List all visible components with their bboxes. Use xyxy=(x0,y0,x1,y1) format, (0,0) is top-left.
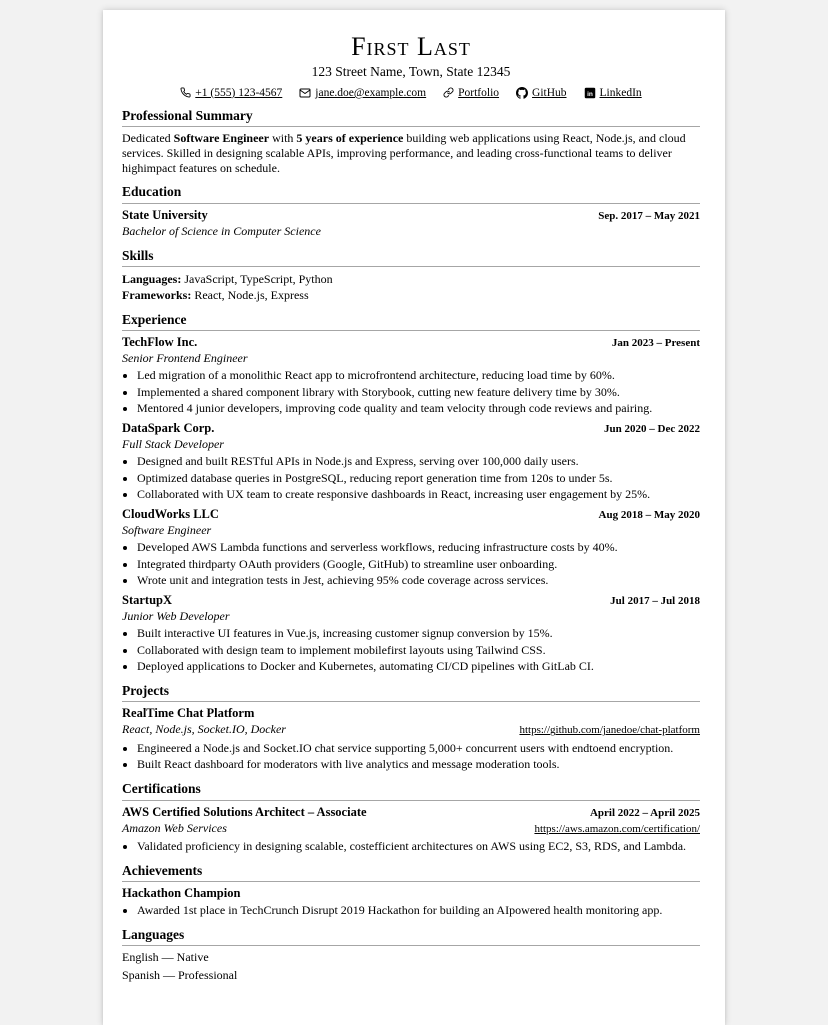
phone-label: +1 (555) 123-4567 xyxy=(195,86,283,99)
certification-entry xyxy=(122,805,700,855)
skill-label: Languages: xyxy=(122,271,182,286)
company-name: CloudWorks LLC xyxy=(122,507,219,522)
bullet-item: • Collaborated with design team to implement mobilefirst layouts using Tailwind CSS. xyxy=(137,643,700,658)
summary-part: Dedicated xyxy=(122,131,174,146)
bullet-list xyxy=(122,626,700,674)
summary-part: with xyxy=(269,131,297,146)
phone-icon xyxy=(180,87,191,98)
link-icon xyxy=(443,87,454,98)
resume-page xyxy=(103,10,725,1025)
bullet-item: • Optimized database queries in PostgreSQL, reducing report generation time from 120s to under 5s. xyxy=(137,471,700,486)
certification-name: AWS Certified Solutions Architect – Associate xyxy=(122,804,367,819)
section-certifications xyxy=(122,781,700,854)
section-title-certifications: Certifications xyxy=(122,781,700,800)
bullet-item: • Awarded 1st place in TechCrunch Disrupt 2019 Hackathon for building an AIpowered health monitoring app. xyxy=(137,903,700,918)
mail-icon xyxy=(299,87,311,99)
bullet-list xyxy=(122,368,700,416)
linkedin-label: LinkedIn xyxy=(599,86,642,99)
project-entry xyxy=(122,706,700,772)
email-link[interactable] xyxy=(299,87,426,99)
bullet-item: • Wrote unit and integration tests in Jest, achieving 95% code coverage across services. xyxy=(137,573,700,588)
experience-entry xyxy=(122,421,700,502)
bullet-list xyxy=(122,741,700,773)
bullet-item: • Mentored 4 junior developers, improving code quality and team velocity through code reviews and pairing. xyxy=(137,401,700,416)
bullet-item: • Validated proficiency in designing scalable, costefficient architectures on AWS using EC2, S3, RDS, and Lambda. xyxy=(137,839,700,854)
linkedin-icon xyxy=(584,87,596,99)
job-title: Senior Frontend Engineer xyxy=(122,351,248,366)
github-link[interactable] xyxy=(516,87,567,99)
address-line: 123 Street Name, Town, State 12345 xyxy=(311,63,511,79)
section-skills xyxy=(122,248,700,304)
bullet-list xyxy=(122,903,700,918)
section-title-education: Education xyxy=(122,184,700,203)
bullet-item: • Engineered a Node.js and Socket.IO chat service supporting 5,000+ concurrent users with endtoend encryption. xyxy=(137,741,700,756)
job-title: Full Stack Developer xyxy=(122,437,224,452)
company-name: DataSpark Corp. xyxy=(122,421,215,436)
section-title-projects: Projects xyxy=(122,683,700,702)
achievement-name: Hackathon Champion xyxy=(122,886,241,901)
person-name: First Last xyxy=(351,32,471,61)
certification-link[interactable]: https://aws.amazon.com/certification/ xyxy=(534,822,700,835)
skill-row-frameworks xyxy=(122,287,700,303)
bullet-item: • Led migration of a monolithic React app to microfrontend architecture, reducing load time by 60%. xyxy=(137,368,700,383)
section-languages xyxy=(122,927,700,983)
school-name: State University xyxy=(122,207,208,222)
portfolio-link[interactable] xyxy=(443,87,499,99)
portfolio-label: Portfolio xyxy=(458,86,500,99)
skill-row-languages xyxy=(122,271,700,287)
bullet-item: • Deployed applications to Docker and Kubernetes, automating CI/CD pipelines with GitLab CI. xyxy=(137,659,700,674)
bullet-list xyxy=(122,839,700,854)
experience-entry xyxy=(122,507,700,588)
summary-text xyxy=(122,131,700,175)
section-title-achievements: Achievements xyxy=(122,863,700,882)
bullet-list xyxy=(122,454,700,502)
project-stack: React, Node.js, Socket.IO, Docker xyxy=(122,722,286,737)
linkedin-link[interactable] xyxy=(584,87,642,99)
experience-dates: Aug 2018 – May 2020 xyxy=(598,509,700,522)
education-entry xyxy=(122,208,700,239)
bullet-item: • Designed and built RESTful APIs in Node.js and Express, serving over 100,000 daily users. xyxy=(137,454,700,469)
phone-link[interactable] xyxy=(180,87,282,99)
company-name: TechFlow Inc. xyxy=(122,335,198,350)
skill-label: Frameworks: xyxy=(122,287,192,302)
achievement-entry xyxy=(122,886,700,918)
section-title-skills: Skills xyxy=(122,248,700,267)
section-projects xyxy=(122,683,700,772)
summary-bold-role: Software Engineer xyxy=(173,131,270,146)
job-title: Junior Web Developer xyxy=(122,609,230,624)
bullet-item: • Developed AWS Lambda functions and serverless workflows, reducing infrastructure costs by 40%. xyxy=(137,540,700,555)
language-item: English — Native xyxy=(122,950,209,965)
experience-dates: Jun 2020 – Dec 2022 xyxy=(604,423,700,436)
degree: Bachelor of Science in Computer Science xyxy=(122,223,321,238)
bullet-item: • Implemented a shared component library with Storybook, cutting new feature delivery time by 30%. xyxy=(137,385,700,400)
bullet-item: • Built React dashboard for moderators with live analytics and message moderation tools. xyxy=(137,757,700,772)
section-title-experience: Experience xyxy=(122,312,700,331)
email-label: jane.doe@example.com xyxy=(315,86,427,99)
section-title-summary: Professional Summary xyxy=(122,108,700,127)
bullet-item: • Built interactive UI features in Vue.js, increasing customer signup conversion by 15%. xyxy=(137,626,700,641)
section-achievements xyxy=(122,863,700,918)
experience-dates: Jan 2023 – Present xyxy=(611,337,700,350)
summary-part: building web applications using React, Node.js, and cloud services. Skilled in designing scalable APIs, improving performance, and leading cross-functional teams to deliver highimpact features on schedule. xyxy=(122,131,686,175)
job-title: Software Engineer xyxy=(122,523,212,538)
education-dates: Sep. 2017 – May 2021 xyxy=(598,209,700,222)
section-experience xyxy=(122,312,700,674)
skill-value: React, Node.js, Express xyxy=(194,287,309,302)
skill-value: JavaScript, TypeScript, Python xyxy=(184,271,333,286)
svg-text:in: in xyxy=(586,90,593,98)
bullet-list xyxy=(122,540,700,588)
section-summary xyxy=(122,108,700,175)
summary-bold-years: 5 years of experience xyxy=(296,131,404,146)
experience-dates: Jul 2017 – Jul 2018 xyxy=(610,595,700,608)
github-icon xyxy=(516,87,528,99)
bullet-item: • Integrated thirdparty OAuth providers (Google, GitHub) to streamline user onboarding. xyxy=(137,557,700,572)
experience-entry xyxy=(122,335,700,416)
project-name: RealTime Chat Platform xyxy=(122,706,255,721)
github-label: GitHub xyxy=(532,86,567,99)
project-link[interactable]: https://github.com/janedoe/chat-platform xyxy=(519,724,700,737)
language-item: Spanish — Professional xyxy=(122,967,238,982)
company-name: StartupX xyxy=(122,593,173,608)
section-title-languages: Languages xyxy=(122,927,700,946)
certification-dates: April 2022 – April 2025 xyxy=(589,806,700,819)
section-education xyxy=(122,184,700,238)
bullet-item: • Collaborated with UX team to create responsive dashboards in React, increasing user engagement by 25%. xyxy=(137,487,700,502)
contact-row xyxy=(122,87,700,99)
certification-issuer: Amazon Web Services xyxy=(122,820,227,835)
experience-entry xyxy=(122,593,700,674)
